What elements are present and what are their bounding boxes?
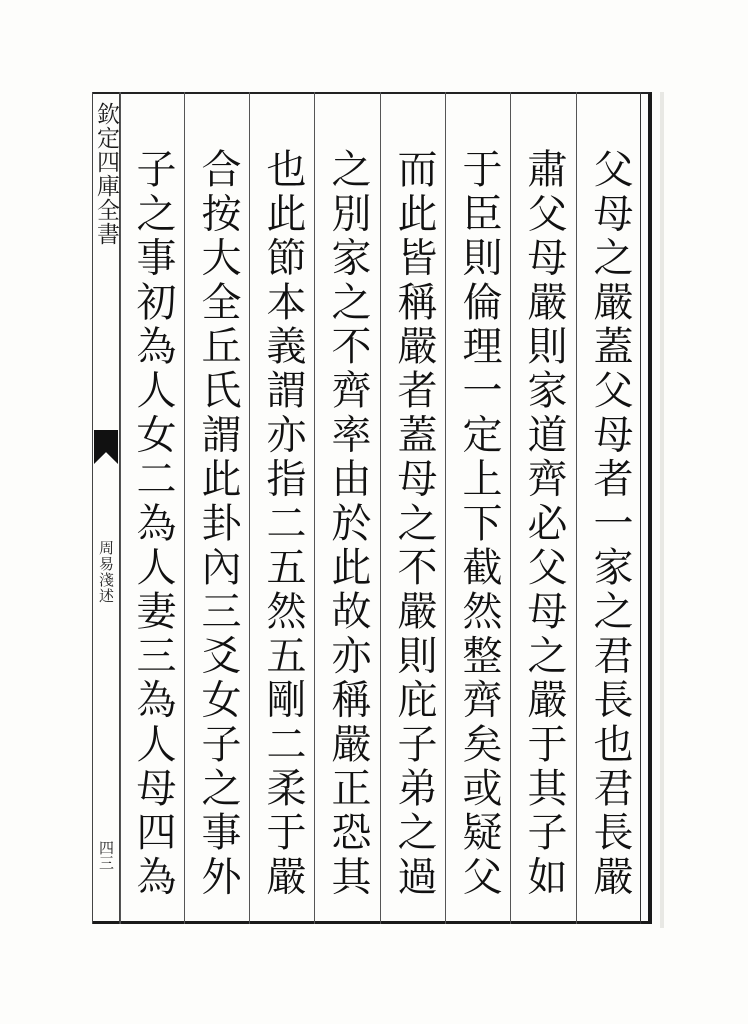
text-column-1: 父母之嚴蓋父母者一家之君長也君長嚴 — [587, 148, 633, 900]
fish-tail-mark — [94, 430, 118, 464]
column-rule — [314, 92, 315, 924]
column-rule — [510, 92, 511, 924]
library-title: 欽定四庫全書 — [93, 102, 119, 246]
text-column-6: 也此節本義謂亦指二五然五剛二柔于嚴 — [260, 148, 306, 900]
book-title: 周易淺述 — [97, 540, 115, 604]
text-column-4: 而此皆稱嚴者蓋母之不嚴則庇子弟之過 — [391, 148, 437, 900]
column-rule — [445, 92, 446, 924]
text-column-7: 合按大全丘氏謂此卦內三爻女子之事外 — [195, 148, 241, 900]
text-column-5: 之別家之不齊率由於此故亦稱嚴正恐其 — [325, 148, 371, 900]
margin-column — [92, 92, 120, 924]
text-column-3: 于臣則倫理一定上下截然整齊矣或疑父 — [456, 148, 502, 900]
column-rule — [184, 92, 185, 924]
frame-inner-rule — [640, 92, 641, 924]
column-rule — [249, 92, 250, 924]
column-rule — [380, 92, 381, 924]
paper-edge — [660, 92, 664, 928]
column-rule — [120, 92, 121, 924]
column-rule — [576, 92, 577, 924]
text-column-8: 子之事初為人女二為人妻三為人母四為 — [130, 148, 176, 900]
text-column-2: 肅父母嚴則家道齊必父母之嚴于其子如 — [521, 148, 567, 900]
page-number: 四三 — [97, 840, 115, 870]
